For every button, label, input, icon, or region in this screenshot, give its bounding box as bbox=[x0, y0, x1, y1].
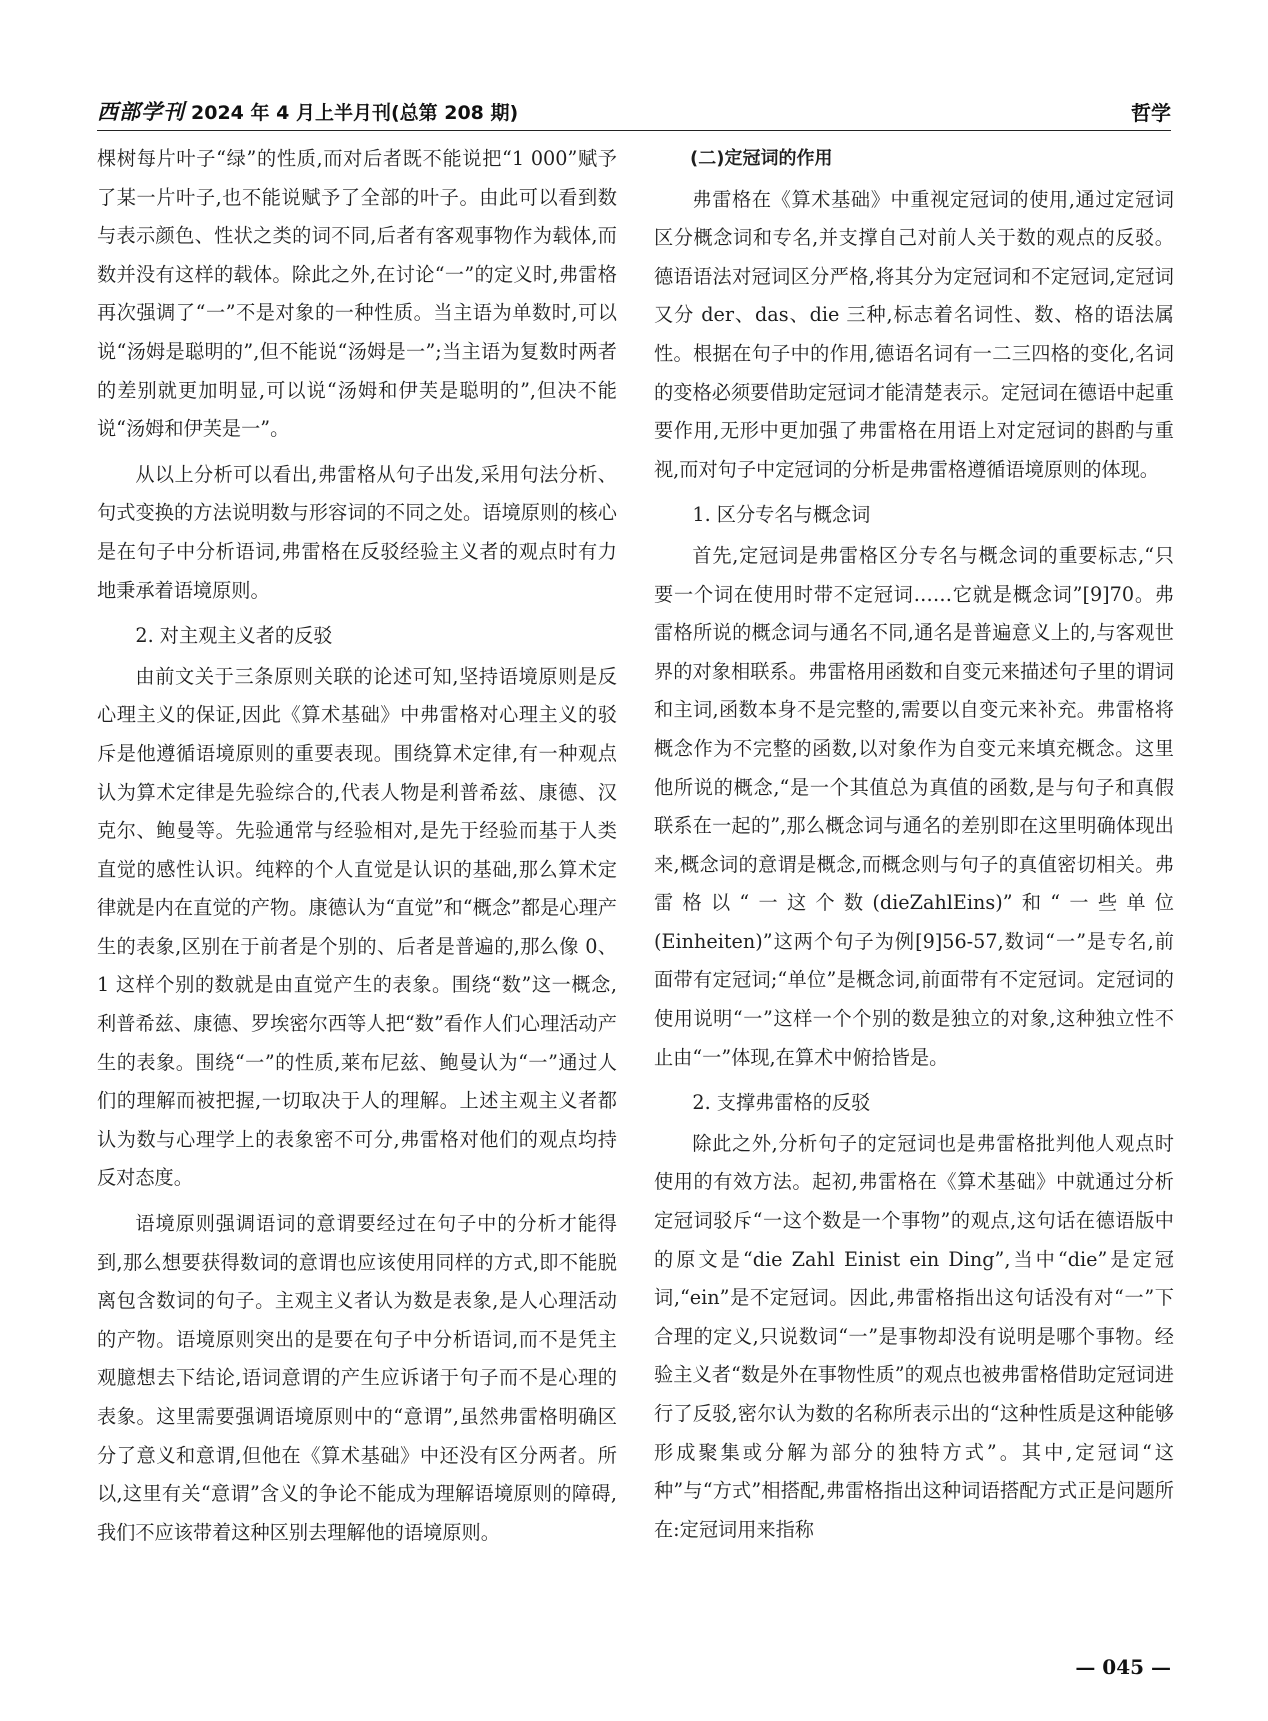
header-left bbox=[97, 96, 518, 126]
section-heading: (二)定冠词的作用 bbox=[690, 148, 833, 169]
paragraph: 由前文关于三条原则关联的论述可知,坚持语境原则是反心理主义的保证,因此《算术基础》中弗雷格对心理主义的驳斥是他遵循语境原则的重要表现。围绕算术定律,有一种观点认为算术定律是先验综合的,代表人物是利普希兹、康德、汉克尔、鲍曼等。先验通常与经验相对,是先于经验而基于人类直觉的感性认识。纯粹的个人直觉是认识的基础,那么算术定律就是内在直觉的产物。康德认为“直觉”和“概念”都是心理产生的表象,区别在于前者是个别的、后者是普遍的,那么像 0、1 这样个别的数就是由直觉产生的表象。围绕“数”这一概念,利普希兹、康德、罗埃密尔西等人把“数”看作人们心理活动产生的表象。围绕“一”的性质,莱布尼兹、鲍曼认为“一”通过人们的理解而被把握,一切取决于人的理解。上述主观主义者都认为数与心理学上的表象密不可分,弗雷格对他们的观点均持反对态度。 bbox=[97, 664, 617, 1190]
paragraph: 弗雷格在《算术基础》中重视定冠词的使用,通过定冠词区分概念词和专名,并支撑自己对前人关于数的观点的反驳。德语语法对冠词区分严格,将其分为定冠词和不定冠词,定冠词又分 der、das、die 三种,标志着名词性、数、格的语法属性。根据在句子中的作用,德语名词有一二三四格的变化,名词的变格必须要借助定冠词才能清楚表示。定冠词在德语中起重要作用,无形中更加强了弗雷格在用语上对定冠词的斟酌与重视,而对句子中定冠词的分析是弗雷格遵循语境原则的体现。 bbox=[654, 187, 1174, 481]
header-rule bbox=[97, 130, 1171, 131]
paragraph: 从以上分析可以看出,弗雷格从句子出发,采用句法分析、句式变换的方法说明数与形容词的不同之处。语境原则的核心是在句子中分析语词,弗雷格在反驳经验主义者的观点时有力地秉承着语境原则。 bbox=[97, 462, 617, 602]
paragraph: 棵树每片叶子“绿”的性质,而对后者既不能说把“1 000”赋予了某一片叶子,也不能说赋予了全部的叶子。由此可以看到数与表示颜色、性状之类的词不同,后者有客观事物作为载体,而数并没有这样的载体。除此之外,在讨论“一”的定义时,弗雷格再次强调了“一”不是对象的一种性质。当主语为单数时,可以说“汤姆是聪明的”,但不能说“汤姆是一”;当主语为复数时两者的差别就更加明显,可以说“汤姆和伊芙是聪明的”,但决不能说“汤姆和伊芙是一”。 bbox=[97, 147, 617, 441]
subsection-heading: 1. 区分专名与概念词 bbox=[692, 503, 871, 527]
right-column bbox=[654, 140, 1174, 1660]
subsection-heading: 2. 对主观主义者的反驳 bbox=[135, 624, 333, 648]
paragraph: 首先,定冠词是弗雷格区分专名与概念词的重要标志,“只要一个词在使用时带不定冠词……它就是概念词”[9]70。弗雷格所说的概念词与通名不同,通名是普遍意义上的,与客观世界的对象相联系。弗雷格用函数和自变元来描述句子里的谓词和主词,函数本身不是完整的,需要以自变元来补充。弗雷格将概念作为不完整的函数,以对象作为自变元来填充概念。这里他所说的概念,“是一个其值总为真值的函数,是与句子和真假联系在一起的”,那么概念词与通名的差别即在这里明确体现出来,概念词的意谓是概念,而概念则与句子的真值密切相关。弗雷格以“一这个数(dieZahlEins)”和“一些单位(Einheiten)”这两个句子为例[9]56-57,数词“一”是专名,前面带有定冠词;“单位”是概念词,前面带有不定冠词。定冠词的使用说明“一”这样一个个别的数是独立的对象,这种独立性不止由“一”体现,在算术中俯拾皆是。 bbox=[654, 543, 1174, 1069]
journal-masthead: 西部学刊 bbox=[97, 99, 185, 124]
left-column bbox=[97, 140, 617, 1660]
issue-info: 2024 年 4 月上半月刊(总第 208 期) bbox=[191, 102, 519, 124]
subsection-heading: 2. 支撑弗雷格的反驳 bbox=[692, 1091, 871, 1115]
paragraph: 除此之外,分析句子的定冠词也是弗雷格批判他人观点时使用的有效方法。起初,弗雷格在《算术基础》中就通过分析定冠词驳斥“一这个数是一个事物”的观点,这句话在德语版中的原文是“die Zahl Einist ein Ding”,当中“die”是定冠词,“ein”是不定冠词。因此,弗雷格指出这句话没有对“一”下合理的定义,只说数词“一”是事物却没有说明是哪个事物。经验主义者“数是外在事物性质”的观点也被弗雷格借助定冠词进行了反驳,密尔认为数的名称所表示出的“这种性质是这种能够形成聚集或分解为部分的独特方式”。其中,定冠词“这种”与“方式”相搭配,弗雷格指出这种词语搭配方式正是问题所在:定冠词用来指称 bbox=[654, 1131, 1174, 1541]
paragraph: 语境原则强调语词的意谓要经过在句子中的分析才能得到,那么想要获得数词的意谓也应该使用同样的方式,即不能脱离包含数词的句子。主观主义者认为数是表象,是人心理活动的产物。语境原则突出的是要在句子中分析语词,而不是凭主观臆想去下结论,语词意谓的产生应诉诸于句子而不是心理的表象。这里需要强调语境原则中的“意谓”,虽然弗雷格明确区分了意义和意谓,但他在《算术基础》中还没有区分两者。所以,这里有关“意谓”含义的争论不能成为理解语境原则的障碍,我们不应该带着这种区别去理解他的语境原则。 bbox=[97, 1212, 617, 1544]
section-label: 哲学 bbox=[1131, 101, 1171, 125]
page-number: — 045 — bbox=[1075, 1655, 1171, 1679]
running-header bbox=[97, 92, 1171, 126]
